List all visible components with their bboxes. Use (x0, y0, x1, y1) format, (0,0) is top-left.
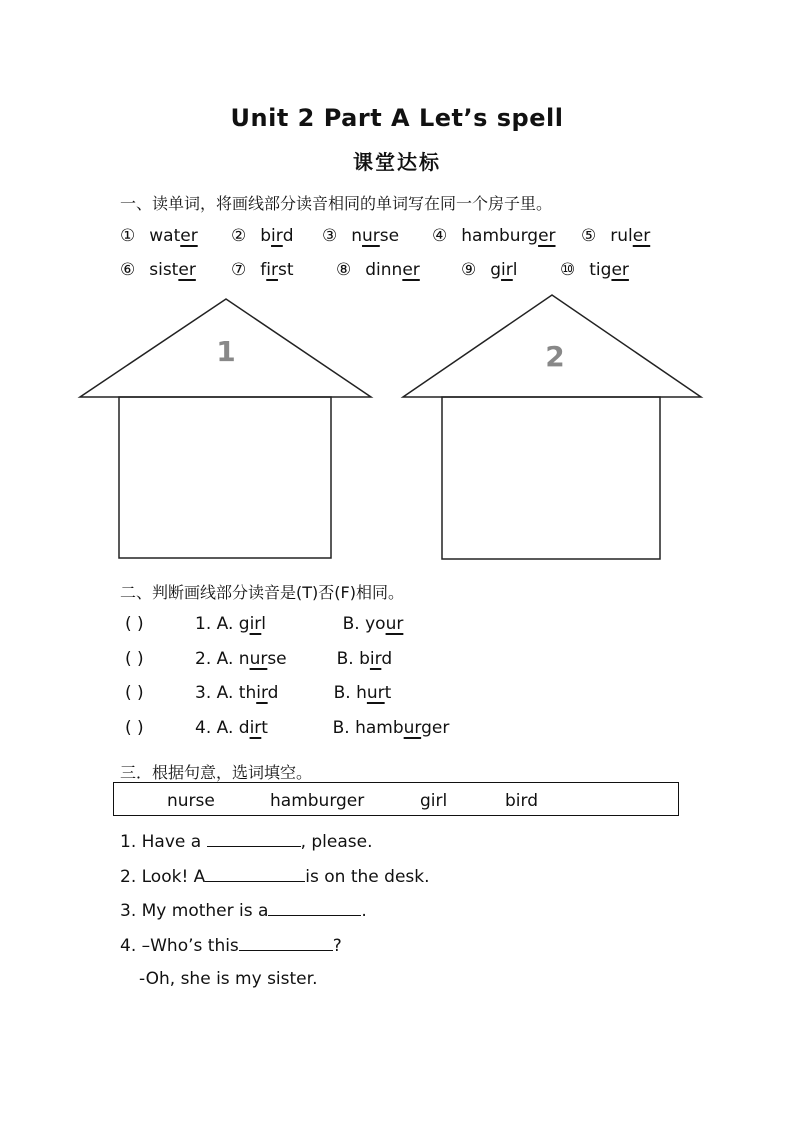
judge-row: ( ) 4. A. dirt B. hamburger (125, 718, 450, 738)
house-1-number: 1 (216, 335, 236, 368)
word-bank-box (113, 782, 679, 816)
word-bank-option: bird (505, 791, 538, 811)
section3-heading: 三．根据句意，选词填空。 (120, 763, 313, 782)
sentence-4-answer: -Oh, she is my sister. (139, 969, 318, 989)
word-item: ① wat er (120, 226, 198, 246)
word-item: ⑩ tig er (560, 260, 629, 280)
judge-row: ( ) 1. A. girl B. your (125, 614, 404, 634)
word-bank-option: nurse (167, 791, 215, 811)
fill-blank[interactable] (268, 899, 361, 916)
word-item: ③ n ur se (322, 226, 400, 246)
word-item: ⑦ f ir st (231, 260, 294, 280)
word-item: ⑨ g ir l (461, 260, 518, 280)
sentence-1: 1. Have a , please. (120, 832, 373, 852)
page-title: Unit 2 Part A Let’s spell (230, 104, 564, 132)
answer-blank[interactable]: ( ) (125, 649, 144, 669)
word-item: ⑥ sist er (120, 260, 196, 280)
house-1-box[interactable] (119, 397, 331, 558)
section2-heading: 二、判断画线部分读音是(T)否(F)相同。 (120, 583, 404, 602)
sentence-3: 3. My mother is a . (120, 901, 367, 921)
word-item: ② b ir d (231, 226, 294, 246)
judge-row: ( ) 3. A. third B. hurt (125, 683, 392, 703)
word-item: ⑤ rul er (581, 226, 651, 246)
word-item: ④ hamburg er (432, 226, 556, 246)
word-item: ⑧ dinn er (336, 260, 420, 280)
fill-blank[interactable] (205, 865, 305, 882)
section1-heading: 一、读单词，将画线部分读音相同的单词写在同一个房子里。 (120, 194, 553, 213)
judge-row: ( ) 2. A. nurse B. bird (125, 649, 393, 669)
answer-blank[interactable]: ( ) (125, 614, 144, 634)
house-2-number: 2 (545, 340, 565, 373)
page-subtitle: 课堂达标 (353, 150, 441, 174)
answer-blank[interactable]: ( ) (125, 683, 144, 703)
sentence-4: 4. –Who’s this ? (120, 936, 342, 956)
house-2-box[interactable] (442, 397, 660, 559)
fill-blank[interactable] (239, 934, 333, 951)
sentence-2: 2. Look! A is on the desk. (120, 867, 430, 887)
house-2 (403, 295, 701, 559)
word-bank-option: hamburger (270, 791, 365, 811)
answer-blank[interactable]: ( ) (125, 718, 144, 738)
word-bank-option: girl (420, 791, 448, 811)
house-1 (80, 299, 371, 558)
fill-blank[interactable] (207, 830, 301, 847)
